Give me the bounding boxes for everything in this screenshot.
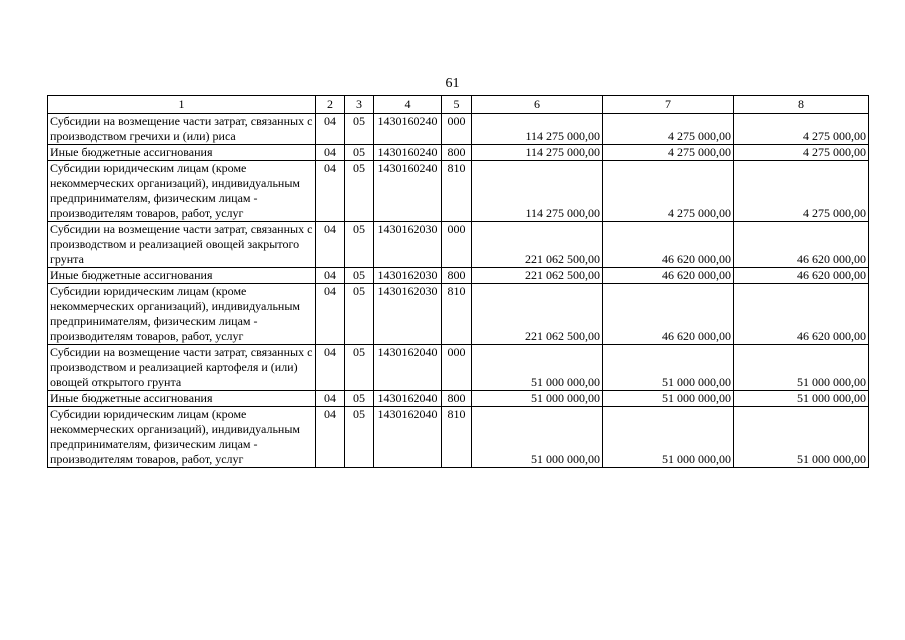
amount-col8: 46 620 000,00 [734,222,869,268]
target-article-code: 1430162030 [374,284,442,345]
amount-col7: 51 000 000,00 [603,391,734,407]
header-row [48,96,869,114]
item-name: Субсидии на возмещение части затрат, связанных с производством и реализацией картофеля и (или) овощей открытого грунта [48,345,316,391]
item-name: Субсидии юридическим лицам (кроме некоммерческих организаций), индивидуальным предпринимателям, физическим лицам - производителям товаров, работ, услуг [48,407,316,468]
amount-col6: 221 062 500,00 [472,284,603,345]
section-code: 04 [316,161,345,222]
table-row [48,222,869,268]
page-number: 61 [445,76,460,91]
item-name: Иные бюджетные ассигнования [48,145,316,161]
amount-col7: 46 620 000,00 [603,268,734,284]
target-article-code: 1430162040 [374,391,442,407]
expense-type-code: 800 [442,391,472,407]
target-article-code: 1430162030 [374,222,442,268]
header-cell: 8 [734,96,869,114]
expense-type-code: 810 [442,284,472,345]
amount-col7: 4 275 000,00 [603,145,734,161]
section-code: 04 [316,391,345,407]
table-row [48,407,869,468]
header-cell: 4 [374,96,442,114]
amount-col8: 4 275 000,00 [734,145,869,161]
target-article-code: 1430162040 [374,345,442,391]
item-name: Субсидии на возмещение части затрат, связанных с производством гречихи и (или) риса [48,114,316,145]
table-row [48,114,869,145]
subsection-code: 05 [345,222,374,268]
amount-col6: 221 062 500,00 [472,268,603,284]
section-code: 04 [316,145,345,161]
section-code: 04 [316,114,345,145]
amount-col6: 114 275 000,00 [472,145,603,161]
subsection-code: 05 [345,345,374,391]
target-article-code: 1430162030 [374,268,442,284]
amount-col6: 51 000 000,00 [472,407,603,468]
header-cell: 6 [472,96,603,114]
item-name: Субсидии юридическим лицам (кроме некоммерческих организаций), индивидуальным предпринимателям, физическим лицам - производителям товаров, работ, услуг [48,161,316,222]
amount-col7: 51 000 000,00 [603,407,734,468]
target-article-code: 1430160240 [374,114,442,145]
amount-col7: 4 275 000,00 [603,114,734,145]
item-name: Субсидии юридическим лицам (кроме некоммерческих организаций), индивидуальным предпринимателям, физическим лицам - производителям товаров, работ, услуг [48,284,316,345]
amount-col8: 4 275 000,00 [734,114,869,145]
amount-col8: 46 620 000,00 [734,268,869,284]
item-name: Иные бюджетные ассигнования [48,268,316,284]
subsection-code: 05 [345,114,374,145]
amount-col7: 46 620 000,00 [603,284,734,345]
expense-type-code: 000 [442,114,472,145]
subsection-code: 05 [345,407,374,468]
expense-type-code: 810 [442,161,472,222]
subsection-code: 05 [345,268,374,284]
header-cell: 7 [603,96,734,114]
budget-table [47,95,869,468]
header-cell: 3 [345,96,374,114]
table-row [48,145,869,161]
amount-col6: 114 275 000,00 [472,114,603,145]
amount-col7: 46 620 000,00 [603,222,734,268]
section-code: 04 [316,407,345,468]
target-article-code: 1430160240 [374,161,442,222]
amount-col8: 46 620 000,00 [734,284,869,345]
target-article-code: 1430162040 [374,407,442,468]
expense-type-code: 810 [442,407,472,468]
table-row [48,161,869,222]
expense-type-code: 000 [442,222,472,268]
subsection-code: 05 [345,284,374,345]
table-row [48,391,869,407]
expense-type-code: 800 [442,145,472,161]
amount-col8: 51 000 000,00 [734,345,869,391]
item-name: Субсидии на возмещение части затрат, связанных с производством и реализацией овощей закрытого грунта [48,222,316,268]
table-row [48,345,869,391]
section-code: 04 [316,284,345,345]
amount-col6: 51 000 000,00 [472,391,603,407]
header-cell: 5 [442,96,472,114]
target-article-code: 1430160240 [374,145,442,161]
expense-type-code: 000 [442,345,472,391]
expense-type-code: 800 [442,268,472,284]
header-cell: 2 [316,96,345,114]
amount-col6: 221 062 500,00 [472,222,603,268]
amount-col8: 51 000 000,00 [734,407,869,468]
subsection-code: 05 [345,391,374,407]
section-code: 04 [316,345,345,391]
table-row [48,268,869,284]
amount-col8: 4 275 000,00 [734,161,869,222]
header-cell: 1 [48,96,316,114]
subsection-code: 05 [345,145,374,161]
amount-col7: 4 275 000,00 [603,161,734,222]
amount-col8: 51 000 000,00 [734,391,869,407]
table-row [48,284,869,345]
amount-col6: 114 275 000,00 [472,161,603,222]
section-code: 04 [316,222,345,268]
section-code: 04 [316,268,345,284]
amount-col6: 51 000 000,00 [472,345,603,391]
item-name: Иные бюджетные ассигнования [48,391,316,407]
subsection-code: 05 [345,161,374,222]
amount-col7: 51 000 000,00 [603,345,734,391]
